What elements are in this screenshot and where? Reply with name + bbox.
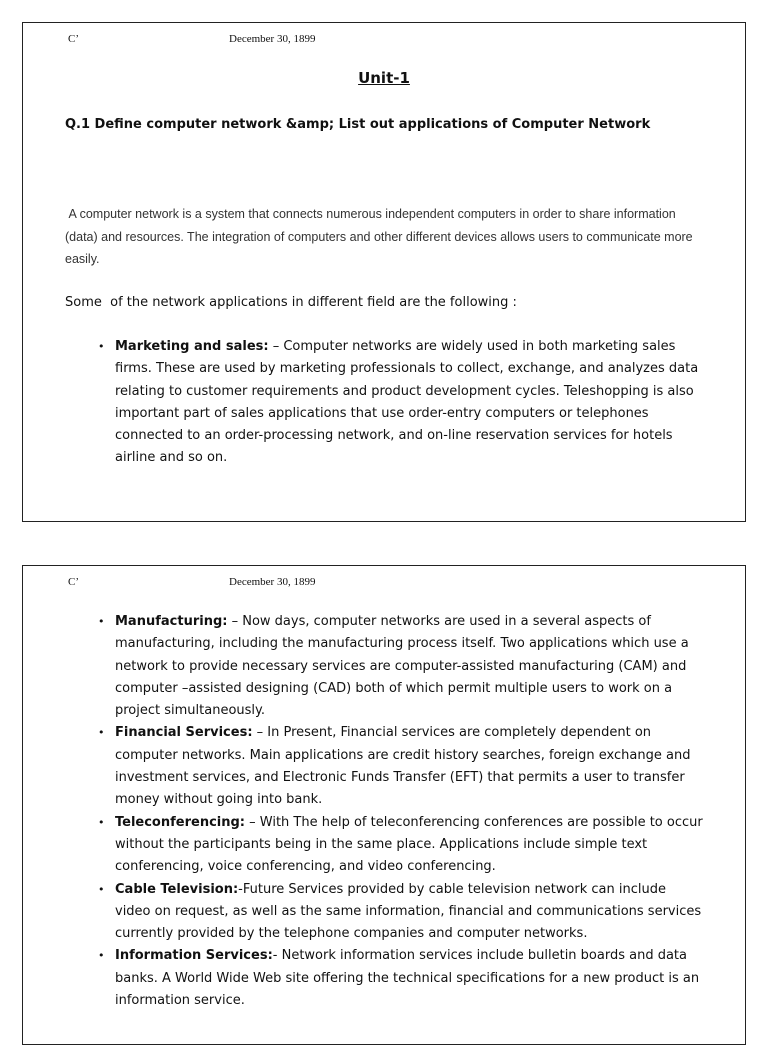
list-item <box>115 812 705 879</box>
list-item <box>115 722 705 811</box>
document-page-1 <box>22 22 746 522</box>
header-left-text: C’ <box>68 576 79 588</box>
list-item-term: Manufacturing: <box>115 614 228 629</box>
applications-list <box>115 336 705 470</box>
header-left-text: C’ <box>68 33 79 45</box>
list-item <box>115 945 705 1012</box>
applications-list <box>115 611 705 1012</box>
list-item <box>115 879 705 946</box>
list-item <box>115 611 705 722</box>
header-date: December 30, 1899 <box>229 33 316 45</box>
list-item <box>115 336 705 470</box>
list-item-text: - Network information services include bulletin boards and data banks. A World Wide Web site offering the technical specifications for a new product is an information service. <box>115 948 700 1009</box>
list-item-text: – In Present, Financial services are completely dependent on computer networks. Main applications are credit history searches, foreign exchange and investment services, and Electronic Funds Transfer (EFT) that permits a user to transfer money without going into bank. <box>115 725 691 808</box>
list-item-text: – Now days, computer networks are used in a several aspects of manufacturing, including the manufacturing process itself. Two applications which use a network to provide necessary services are computer-assisted manufacturing (CAM) and computer –assisted designing (CAD) both of which permit multiple users to work on a project simultaneously. <box>115 614 689 719</box>
list-item-text: – Computer networks are widely used in both marketing sales firms. These are used by marketing professionals to collect, exchange, and analyzes data relating to customer requirements and product development cycles. Teleshopping is also important part of sales applications that use order-entry computers or telephones connected to an order-processing network, and on-line reservation services for hotels airline and so on. <box>115 339 699 466</box>
header-date: December 30, 1899 <box>229 576 316 588</box>
list-item-term: Cable Television: <box>115 881 239 897</box>
list-item-text: – With The help of teleconferencing conferences are possible to occur without the participants being in the same place. Applications include simple text conferencing, voice conferencing, and video conferencing. <box>115 814 703 875</box>
list-item-text: -Future Services provided by cable television network can include video on request, as well as the same information, financial and communications services currently provided by the telephone companies and computer networks. <box>115 881 702 942</box>
intro-paragraph: A computer network is a system that connects numerous independent computers in order to share information (data) and resources. The integration of computers and other different devices allows users to communicate more easily. <box>65 207 697 266</box>
list-item-term: Financial Services: <box>115 725 253 741</box>
unit-title: Unit-1 <box>358 69 410 87</box>
list-item-term: Marketing and sales: <box>115 339 269 354</box>
applications-lead: Some of the network applications in different field are the following : <box>65 295 517 310</box>
document-page-2 <box>22 565 746 1045</box>
question-heading: Q.1 Define computer network &amp; List out applications of Computer Network <box>65 117 651 132</box>
list-item-term: Teleconferencing: <box>115 814 245 830</box>
list-item-term: Information Services: <box>115 948 273 964</box>
